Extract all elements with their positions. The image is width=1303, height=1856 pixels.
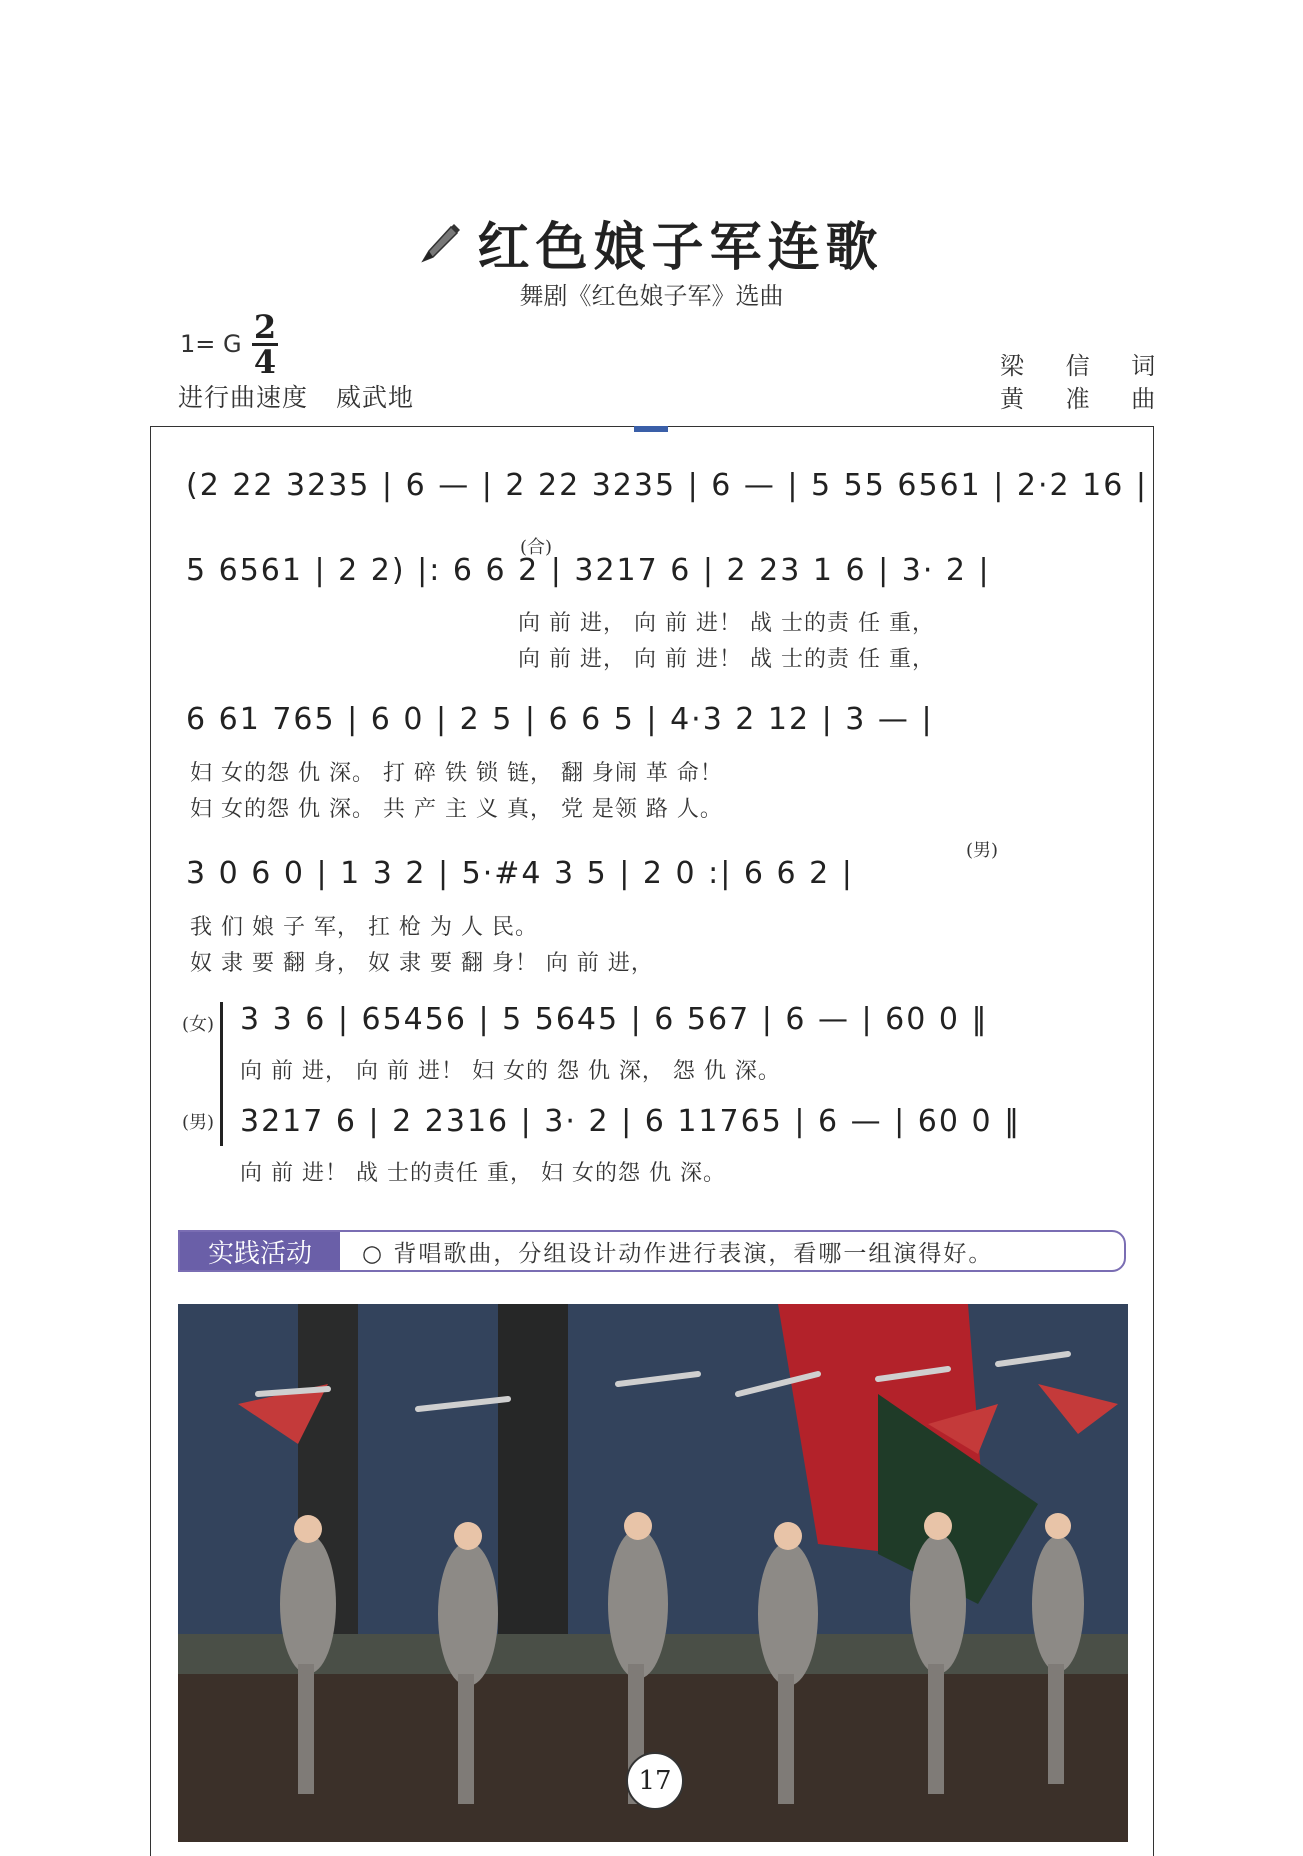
page-number: 17 (626, 1752, 684, 1810)
pen-icon (419, 221, 463, 265)
score-row (240, 1002, 1130, 1050)
notation-line: 3 3 6 | 65456 | 5 5645 | 6 567 | 6 — | 60 0 ‖ (240, 1002, 989, 1037)
lyric-line: 向 前 进， 向 前 进！ 战 士的责 任 重， (518, 647, 935, 672)
frame-tab (634, 426, 668, 432)
lyric-line: 妇 女的怨 仇 深。 打 碎 铁 锁 链， 翻 身闹 革 命！ (190, 761, 723, 786)
time-signature (252, 308, 278, 381)
part-label: (男) (966, 840, 999, 861)
score-row (186, 702, 1126, 750)
lyric-line: 向 前 进！ 战 士的责任 重， 妇 女的怨 仇 深。 (240, 1161, 726, 1186)
score-row (186, 553, 1126, 601)
tempo-speed: 进行曲速度 (178, 383, 309, 412)
part-label: (女) (182, 1014, 215, 1035)
score-row (240, 1104, 1130, 1152)
notation-line: 6 61 765 | 6 0 | 2 5 | 6 6 5 | 4·3 2 12 | 3 — | (186, 702, 934, 737)
lyric-line: 奴 隶 要 翻 身， 奴 隶 要 翻 身！ 向 前 进， (190, 951, 654, 976)
lyric-line: 我 们 娘 子 军， 扛 枪 为 人 民。 (190, 915, 538, 940)
page-title (419, 205, 883, 280)
lyric-line: 向 前 进， 向 前 进！ 妇 女的 怨 仇 深， 怨 仇 深。 (240, 1059, 781, 1084)
tempo-mood: 威武地 (336, 383, 415, 412)
system-brace (220, 1002, 223, 1146)
part-label: (合) (520, 537, 553, 558)
notation-line: 5 6561 | 2 2) |: 6 6 2 | 3217 6 | 2 23 1 6 | 3· 2 | (186, 553, 991, 588)
lyric-line: 妇 女的怨 仇 深。 共 产 主 义 真， 党 是领 路 人。 (190, 797, 723, 822)
lyricist: 梁 信 词 (1000, 352, 1173, 380)
notation-line: (2 22 3235 | 6 — | 2 22 3235 | 6 — | 5 55 6561 | 2·2 16 | (186, 468, 1148, 503)
subtitle: 舞剧《红色娘子军》选曲 (519, 282, 784, 310)
time-signature-bottom: 4 (253, 343, 277, 381)
score-row (186, 856, 1126, 904)
part-label: (男) (182, 1112, 215, 1133)
title-block (0, 205, 1303, 280)
practice-activity (178, 1230, 1126, 1272)
notation-line: 3217 6 | 2 2316 | 3· 2 | 6 11765 | 6 — | 60 0 ‖ (240, 1104, 1022, 1139)
tempo-marking (178, 378, 414, 414)
score-row (186, 468, 1148, 516)
key-signature: 1= G (180, 330, 242, 358)
time-signature-top: 2 (253, 308, 277, 346)
activity-text: ○ 背唱歌曲，分组设计动作进行表演，看哪一组演得好。 (362, 1240, 994, 1267)
title-text: 红色娘子军连歌 (477, 217, 884, 278)
lyric-line: 向 前 进， 向 前 进！ 战 士的责 任 重， (518, 611, 935, 636)
credits (1000, 350, 1172, 416)
activity-label: 实践活动 (180, 1232, 340, 1270)
composer: 黄 准 曲 (1000, 385, 1173, 413)
notation-line: 3 0 6 0 | 1 3 2 | 5·#4 3 5 | 2 0 :| 6 6 2 | (186, 856, 854, 891)
